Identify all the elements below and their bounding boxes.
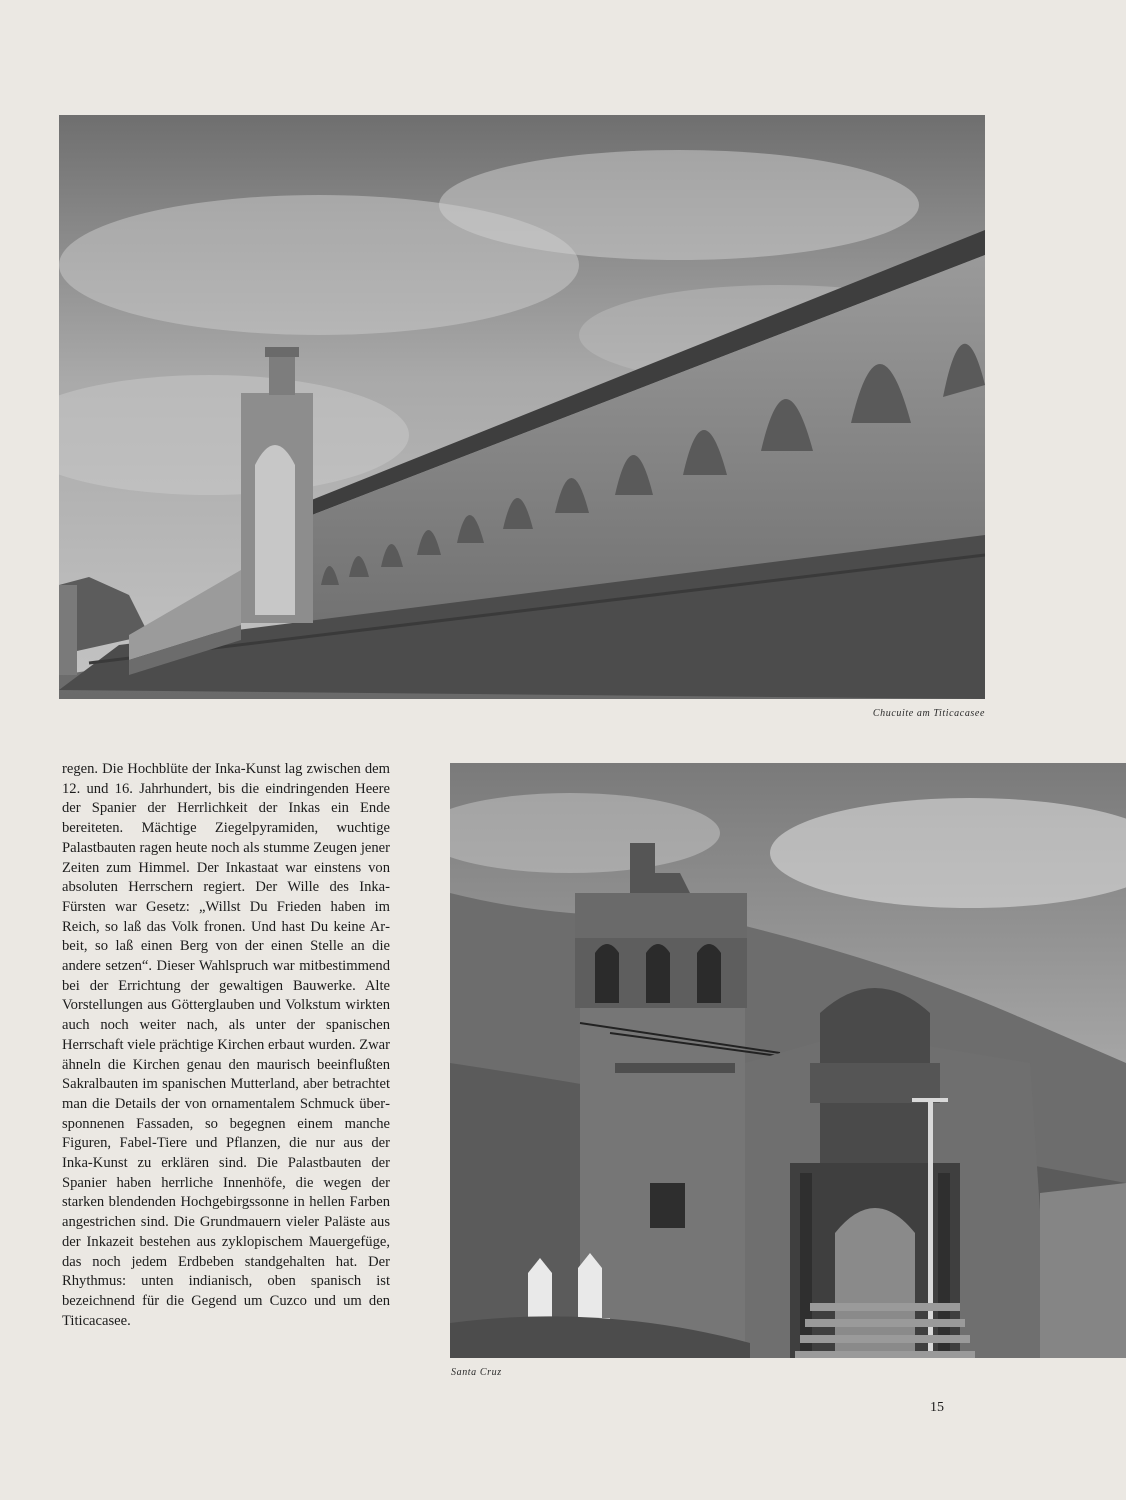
article-body: regen. Die Hochblüte der Inka-Kunst lag zwischen dem 12. und 16. Jahrhundert, bis die eindringenden Heere der Spanier der Herrlichkeit der Inkas ein Ende bereiteten. Mächtige Ziegelpyramiden, wuchtige Palastbauten ragen heute noch als stumme Zeugen jener Zeiten zum Himmel. Der Inkastaat war einstens von absoluten Herrschern regiert. Der Wille des Inka-Fürsten war Gesetz: „Willst Du Frieden haben im Reich, so laß das Volk fronen. Und hast Du keine Arbeit, so laß einen Berg von der einen Stelle an die andere setzen“. Dieser Wahlspruch war mitbestimmend bei der Errichtung der gewaltigen Bauwerke. Alte Vorstellungen aus Götterglauben und Volkstum wirkten auch noch weiter nach, als unter der spanischen Herrschaft viele prächtige Kirchen erbaut wurden. Zwar ähneln die Kirchen genau den maurisch beeinflußten Sakralbauten im spanischen Mutterland, aber betrachtet man die Details der von ornamentalem Schmuck übersponnenen Fassaden, so begegnen einem manche Figuren, Fabel-Tiere und Pflanzen, die nur aus der Inka-Kunst zu erklären sind. Die Palastbauten der Spanier haben herrliche Innenhöfe, die wegen der starken blendenden Hochgebirgssonne in hellen Farben angestrichen sind. Die Grundmauern vieler Paläste aus der Inkazeit bestehen aus zyklopischem Mauergefüge, das noch jedem Erdbeben standgehalten hat. Der Rhythmus: unten indianisch, oben spanisch ist bezeichnend für die Gegend um Cuzco und um den Titicacasee. xyxy=(62,761,390,1329)
photo-santa-cruz xyxy=(450,763,1126,1358)
caption-santa-cruz: Santa Cruz xyxy=(451,1367,502,1378)
photo-chucuite-image xyxy=(59,115,985,699)
photo-santa-cruz-image xyxy=(450,763,1126,1358)
photo-chucuite xyxy=(59,115,985,699)
page-number: 15 xyxy=(930,1400,944,1415)
caption-chucuite: Chucuite am Titicacasee xyxy=(872,708,985,719)
